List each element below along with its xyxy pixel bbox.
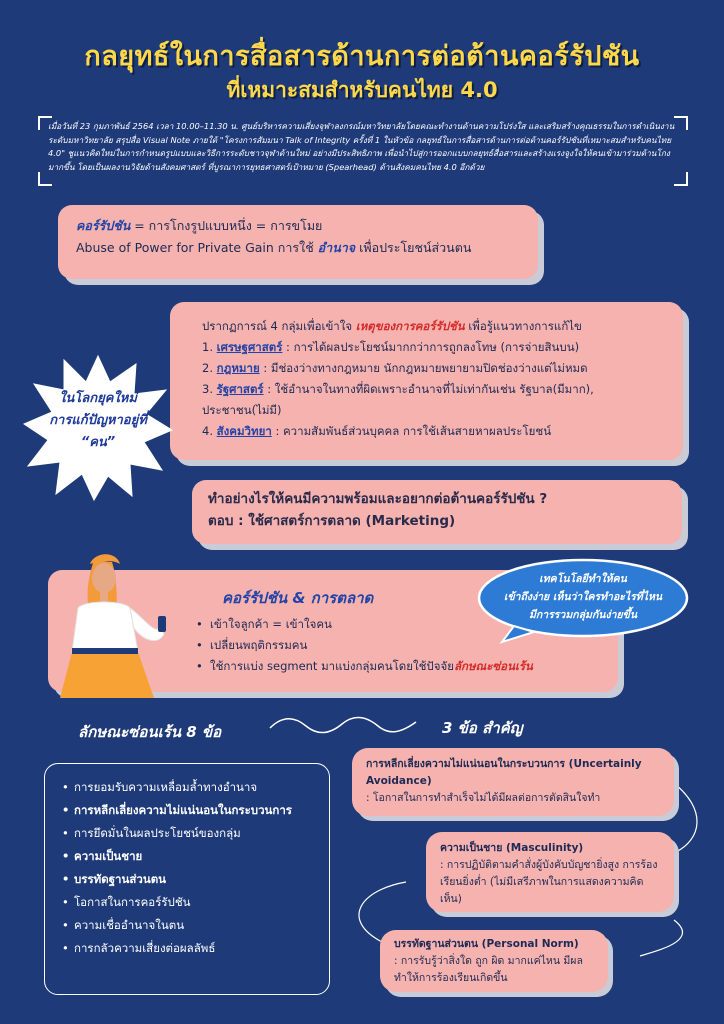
phenomena-item — [202, 358, 667, 379]
item-number: 3. — [202, 382, 213, 396]
key-card-title: ความเป็นชาย (Masculinity) — [440, 842, 584, 854]
question-line: ทำอย่างไรให้คนมีความพร้อมและอยากต่อต้านคอร์รัปชัน ? — [208, 491, 548, 507]
phenomena-intro-highlight: เหตุของการคอร์รัปชัน — [355, 319, 465, 333]
key-three-heading: 3 ข้อ สำคัญ — [442, 719, 523, 737]
phenomena-intro-text: ปรากฏการณ์ 4 กลุ่มเพื่อเข้าใจ — [202, 319, 356, 333]
list-item-highlight: ลักษณะซ่อนเร้น — [453, 659, 533, 673]
list-item — [200, 656, 620, 677]
bracket-decoration — [674, 172, 688, 186]
list-item: • เปลี่ยนพฤติกรรมคน — [200, 635, 620, 656]
starburst-text — [22, 388, 174, 454]
item-text: : มีช่องว่างทางกฎหมาย นักกฎหมายพยายามปิดช่องว่างแต่ไม่หมด — [259, 361, 588, 375]
key-card-desc: : โอกาสในการทำสำเร็จไม่ได้มีผลต่อการตัดสินใจทำ — [366, 792, 601, 804]
phenomena-item — [202, 379, 667, 421]
question-box — [192, 480, 682, 544]
marketing-title: คอร์รัปชัน & การตลาด — [222, 589, 374, 607]
list-item: • ความเป็นชาย — [62, 845, 332, 868]
answer-line: ตอบ : ใช้ศาสตร์การตลาด (Marketing) — [208, 513, 456, 529]
definition-line-2 — [76, 237, 520, 259]
phenomena-item — [202, 337, 667, 358]
starburst-line: “คน” — [80, 435, 116, 450]
definition-text: เพื่อประโยชน์ส่วนตน — [355, 240, 472, 255]
key-card-desc: : การปฏิบัติตามคำสั่งผู้บังคับบัญชายิ่งสูง การร้องเรียนยิ่งต่ำ (ไม่มีเสรีภาพในการแสดงความคิดเห็น) — [440, 859, 658, 905]
phenomena-box — [170, 302, 683, 460]
item-label: เศรษฐศาสตร์ — [216, 340, 283, 354]
bracket-decoration — [38, 172, 52, 186]
hidden-traits-heading: ลักษณะซ่อนเร้น 8 ข้อ — [78, 723, 222, 741]
item-text: : การได้ผลประโยชน์มากกว่าการถูกลงโทษ (การจ่ายสินบน) — [282, 340, 580, 354]
item-number: 4. — [202, 424, 213, 438]
woman-illustration-icon — [58, 548, 178, 698]
bubble-line: มีการรวมกลุ่มกันง่ายขึ้น — [528, 609, 638, 621]
list-item: • เข้าใจลูกค้า = เข้าใจคน — [200, 614, 620, 635]
item-number: 2. — [202, 361, 213, 375]
list-item: • การยึดมั่นในผลประโยชน์ของกลุ่ม — [62, 822, 332, 845]
list-item: • โอกาสในการคอร์รัปชัน — [62, 891, 332, 914]
key-card-desc: : การรับรู้ว่าสิ่งใด ถูก ผิด มากแค่ไหน มีผลทำให้การร้องเรียนเกิดขึ้น — [394, 955, 583, 984]
key-card-title: บรรทัดฐานส่วนตน (Personal Norm) — [394, 938, 579, 950]
item-text: : ใช้อำนาจในทางที่ผิดเพราะอำนาจที่ไม่เท่ากันเช่น รัฐบาล(มีมาก), ประชาชน(ไม่มี) — [202, 382, 594, 417]
wave-decoration-icon — [268, 714, 418, 736]
starburst-line: การแก้ปัญหาอยู่ที่ — [49, 413, 147, 428]
key-card — [380, 930, 608, 992]
page-title: กลยุทธ์ในการสื่อสารด้านการต่อต้านคอร์รัปชัน — [84, 41, 640, 72]
item-text: : ความสัมพันธ์ส่วนบุคคล การใช้เส้นสายหาผลประโยชน์ — [271, 424, 552, 438]
definition-line-1 — [76, 215, 520, 237]
list-item-text: ใช้การแบ่ง segment มาแบ่งกลุ่มคนโดยใช้ปัจจัย — [210, 659, 454, 673]
definition-text: = การโกงรูปแบบหนึ่ง = การขโมย — [130, 218, 323, 233]
phenomena-intro-text: เพื่อรู้แนวทางการแก้ไข — [464, 319, 582, 333]
definition-box — [58, 205, 538, 279]
bubble-line: เข้าถึงง่าย เห็นว่าใครทำอะไรที่ไหน — [503, 591, 663, 603]
phenomena-intro — [202, 316, 667, 337]
hidden-traits-list — [62, 776, 332, 960]
definition-highlight: อำนาจ — [317, 240, 356, 255]
definition-term: คอร์รัปชัน — [76, 218, 131, 233]
list-item: • การยอมรับความเหลื่อมล้ำทางอำนาจ — [62, 776, 332, 799]
page-subtitle: ที่เหมาะสมสำหรับคนไทย 4.0 — [226, 78, 498, 102]
item-label: รัฐศาสตร์ — [216, 382, 264, 396]
item-label: สังคมวิทยา — [216, 424, 272, 438]
starburst-line: ในโลกยุคใหม่ — [59, 391, 137, 406]
phenomena-item — [202, 421, 667, 442]
item-number: 1. — [202, 340, 213, 354]
intro-paragraph: เมื่อวันที่ 23 กุมภาพันธ์ 2564 เวลา 10.00–11.30 น. ศูนย์บริหารความเสี่ยงจุฬาลงกรณ์มหาวิทยาลัยโดยคณะทำงานด้านความโปร่งใส และเสริมสร้างคุณธรรมในการดำเนินงานระดับมหาวิทยาลัย สรุปสื่อ Visual Note ภายใต้ "โครงการสัมมนา Talk of Integrity ครั้งที่ 1 ในหัวข้อ กลยุทธ์ในการสื่อสารด้านการต่อต้านคอร์รัปชันที่เหมาะสมสำหรับคนไทย 4.0" ชูแนวคิดใหม่ในการกำหนดรูปแบบและวิธีการระดับชาวจุฬาด้านใหม่ อย่างมีประสิทธิภาพ เพื่อนำไปสู่การออกแบบกลยุทธ์สื่อสารและสร้างแรงจูงใจให้คนเข้ามาร่วมต้านโกงมากขึ้น โดยเป็นผลงานวิจัยด้านสังคมศาสตร์ ที่บูรณาการยุทธศาสตร์เป้าหมาย (Spearhead) ด้านสังคมคนไทย 4.0 อีกด้วย — [48, 121, 675, 172]
speech-bubble-text — [480, 570, 686, 624]
bubble-line: เทคโนโลยีทำให้คน — [539, 573, 627, 585]
list-item: • บรรทัดฐานส่วนตน — [62, 868, 332, 891]
list-item: • การหลีกเลี่ยงความไม่แน่นอนในกระบวนการ — [62, 799, 332, 822]
list-item: • ความเชื่ออำนาจในตน — [62, 914, 332, 937]
key-card — [352, 748, 674, 816]
item-label: กฎหมาย — [216, 361, 260, 375]
definition-text: Abuse of Power for Private Gain การใช้ — [76, 240, 318, 255]
key-card-title: การหลีกเลี่ยงความไม่แน่นอนในกระบวนการ (Uncertainly Avoidance) — [366, 758, 642, 787]
key-card — [426, 832, 674, 912]
list-item: • การกลัวความเสี่ยงต่อผลลัพธ์ — [62, 937, 332, 960]
